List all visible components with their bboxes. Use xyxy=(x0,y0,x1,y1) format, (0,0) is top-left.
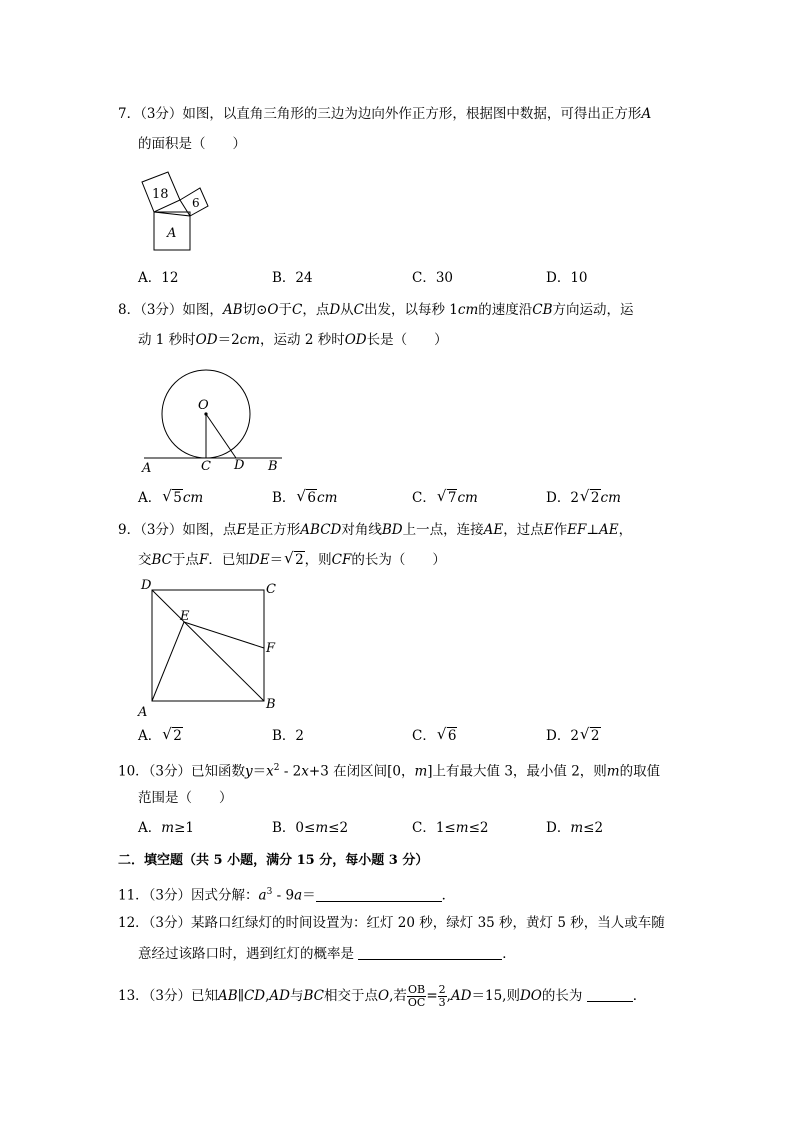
q10-option-b[interactable]: B．0≤m≤2 xyxy=(272,820,349,836)
sqrt-sign: √ 6 xyxy=(296,488,317,508)
q8-line1: 8．（3分）如图，AB切⊙O于C，点D从C出发，以每秒 1cm的速度沿CB方向运动，运 xyxy=(118,302,634,318)
q12-line1: 12．（3分）某路口红绿灯的时间设置为：红灯 20 秒，绿灯 35 秒，黄灯 5 秒，当人或车随 xyxy=(118,915,665,931)
q8-point-o: O xyxy=(198,398,209,413)
q9-option-a[interactable]: A．√ 2 xyxy=(138,726,183,746)
sqrt-sign: √ 2 xyxy=(162,726,183,746)
sqrt-sign: √ 2 xyxy=(580,488,601,508)
q12-answer-blank[interactable] xyxy=(358,945,502,960)
q8-option-c[interactable]: C．√ 7cm xyxy=(412,488,478,508)
q7-square-label-a: A xyxy=(167,226,177,241)
q10-option-a[interactable]: A．m≥1 xyxy=(138,820,194,836)
q8-point-b: B xyxy=(268,459,278,474)
q8-option-a[interactable]: A．√ 5cm xyxy=(138,488,203,508)
q9-option-d[interactable]: D．2√ 2 xyxy=(546,726,601,746)
q9-point-a: A xyxy=(138,705,148,720)
q9-point-d: D xyxy=(141,578,152,593)
q10-option-d[interactable]: D．m≤2 xyxy=(546,820,604,836)
q8-option-d[interactable]: D．2√ 2cm xyxy=(546,488,621,508)
q7-option-d[interactable]: D．10 xyxy=(546,270,588,286)
sqrt-sign: √ 7 xyxy=(437,488,458,508)
q10-option-c[interactable]: C．1≤m≤2 xyxy=(412,820,489,836)
q8-point-c: C xyxy=(201,459,211,474)
q7-line1: 7．（3分）如图，以直角三角形的三边为边向外作正方形，根据图中数据，可得出正方形A xyxy=(118,106,652,122)
q8-figure xyxy=(138,362,288,474)
q7-figure xyxy=(134,168,214,256)
section-heading: 二．填空题（共 5 小题，满分 15 分，每小题 3 分） xyxy=(118,853,429,868)
q9-point-f: F xyxy=(266,641,276,656)
q8-point-d: D xyxy=(234,458,245,473)
q9-line2: 交BC于点F．已知DE＝√ 2，则CF的长为（ ） xyxy=(138,550,446,570)
q13-line: 13．（3分）已知AB∥CD,AD与BC相交于点O,若 $\frac{OB}{OC}$ = $\frac{2}{3}$ ,AD＝15,则DO的长为 ． xyxy=(118,983,647,1009)
fraction-ob-oc: $\frac{OB}{OC}$ xyxy=(407,983,426,1009)
sqrt-sign: √ 5 xyxy=(162,488,183,508)
q7-line2: 的面积是（ ） xyxy=(138,136,246,152)
q7-option-a[interactable]: A．12 xyxy=(138,270,179,286)
q10-line1: 10．（3分）已知函数$y=x^2 - 2x+3$ 在闭区间[0，m]上有最大值 3，最小值 2，则m的取值 xyxy=(118,763,661,780)
q8-line2: 动 1 秒时OD＝2cm，运动 2 秒时OD长是（ ） xyxy=(138,332,448,348)
q9-line1: 9．（3分）如图，点E是正方形ABCD对角线BD上一点，连接AE，过点E作EF⊥AE， xyxy=(118,522,633,538)
q7-square-label-18: 18 xyxy=(152,187,169,202)
q7-option-c[interactable]: C．30 xyxy=(412,270,454,286)
q10-line2: 范围是（ ） xyxy=(138,790,233,806)
q13-answer-blank[interactable] xyxy=(587,987,633,1002)
q11-answer-blank[interactable] xyxy=(316,887,442,902)
q11-line: 11．（3分）因式分解：$a^3 - 9a=$ ． xyxy=(118,887,456,904)
q7-option-b[interactable]: B．24 xyxy=(272,270,313,286)
q8-option-b[interactable]: B．√ 6cm xyxy=(272,488,337,508)
q9-point-e: E xyxy=(180,609,190,624)
q7-square-label-6: 6 xyxy=(192,196,200,210)
q9-option-c[interactable]: C．√ 6 xyxy=(412,726,457,746)
sqrt-sign: √ 6 xyxy=(437,726,458,746)
q9-point-c: C xyxy=(266,582,276,597)
sqrt-sign: √ 2 xyxy=(580,726,601,746)
q9-figure xyxy=(134,576,284,720)
q8-point-a: A xyxy=(142,461,152,474)
q12-line2: 意经过该路口时，遇到红灯的概率是 ． xyxy=(138,946,516,962)
q9-point-b: B xyxy=(266,697,276,712)
fraction-two-thirds: $\frac{2}{3}$ xyxy=(438,983,446,1009)
sqrt-sign: √ 2 xyxy=(284,550,305,570)
q9-option-b[interactable]: B．2 xyxy=(272,728,305,744)
